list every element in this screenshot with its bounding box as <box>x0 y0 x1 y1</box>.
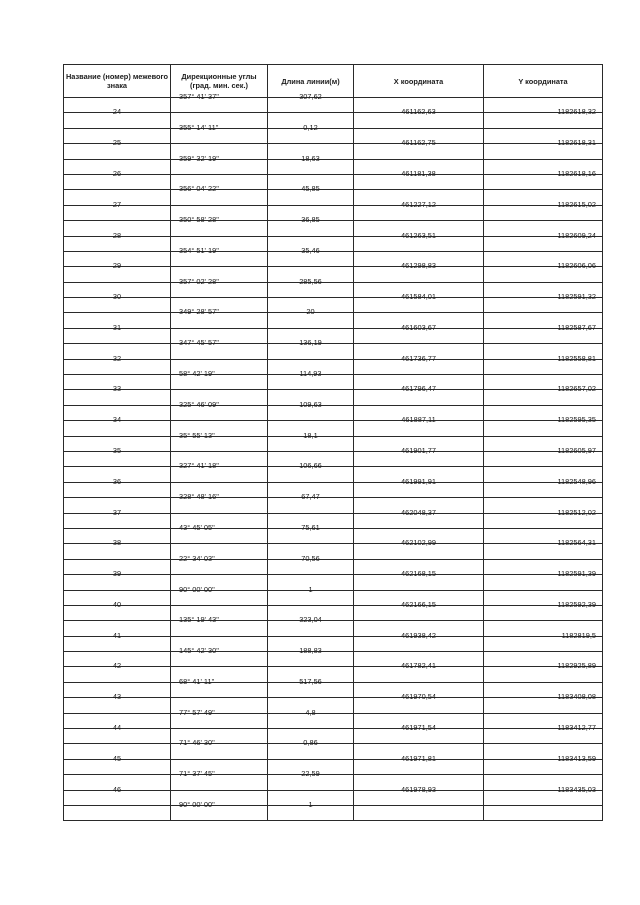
line-length-cell <box>268 646 354 667</box>
x-coordinate-cell <box>354 723 484 744</box>
marker-name-cell <box>64 138 171 159</box>
line-length: 75,61 <box>301 522 320 532</box>
marker-name: 27 <box>112 199 122 209</box>
line-length-cell <box>268 369 354 390</box>
direction-angle-cell <box>171 215 268 236</box>
y-coordinate: 1182548,96 <box>557 476 596 486</box>
y-coordinate-cell <box>484 538 603 559</box>
x-coordinate: 462102,99 <box>401 538 436 548</box>
y-coordinate-cell <box>484 138 603 159</box>
y-coordinate: 1182615,02 <box>557 199 596 209</box>
marker-name-cell <box>64 199 171 220</box>
y-coordinate: 1182587,67 <box>557 322 596 332</box>
line-length-cell <box>268 676 354 697</box>
direction-angle-cell <box>171 430 268 451</box>
direction-angle: 349° 28' 57" <box>179 307 219 317</box>
x-coordinate: 461603,67 <box>401 322 436 332</box>
line-length-cell <box>268 615 354 636</box>
y-coordinate-cell <box>484 630 603 651</box>
x-coordinate: 462166,15 <box>401 599 436 609</box>
direction-angle-cell <box>171 276 268 297</box>
marker-name: 43 <box>112 692 122 702</box>
x-coordinate-cell <box>354 476 484 497</box>
marker-name-cell <box>64 168 171 189</box>
direction-angle: 347° 45' 57" <box>179 338 219 348</box>
y-coordinate: 1182819,5 <box>561 630 596 640</box>
x-coordinate: 461181,38 <box>401 168 436 178</box>
direction-angle: 145° 42' 30" <box>179 646 219 656</box>
marker-name: 32 <box>112 353 122 363</box>
y-coordinate: 1182595,35 <box>557 415 596 425</box>
line-length: 285,56 <box>299 276 322 286</box>
x-coordinate-cell <box>354 538 484 559</box>
x-coordinate: 461938,42 <box>401 630 436 640</box>
marker-name-cell <box>64 353 171 374</box>
x-coordinate-cell <box>354 599 484 620</box>
y-coordinate-cell <box>484 384 603 405</box>
y-coordinate: 1182512,02 <box>557 507 596 517</box>
y-coordinate: 1182558,81 <box>557 353 596 363</box>
x-coordinate-cell <box>354 168 484 189</box>
y-coordinate-cell <box>484 322 603 343</box>
x-coordinate-cell <box>354 322 484 343</box>
marker-name: 39 <box>112 569 122 579</box>
marker-name: 42 <box>112 661 122 671</box>
direction-angle: 354° 51' 19" <box>179 245 219 255</box>
marker-name: 41 <box>112 630 122 640</box>
y-coordinate-cell <box>484 692 603 713</box>
direction-angle: 356° 04' 22" <box>179 184 219 194</box>
y-coordinate: 1182618,31 <box>557 138 596 148</box>
line-length-cell <box>268 245 354 266</box>
y-coordinate-cell <box>484 569 603 590</box>
line-length-cell <box>268 399 354 420</box>
line-length-cell <box>268 276 354 297</box>
direction-angle-cell <box>171 461 268 482</box>
marker-name-cell <box>64 569 171 590</box>
direction-angle: 68° 41' 11" <box>179 676 215 686</box>
y-coordinate: 1182605,97 <box>557 445 596 455</box>
marker-name-cell <box>64 445 171 466</box>
marker-name: 29 <box>112 261 122 271</box>
y-coordinate: 1182609,24 <box>557 230 596 240</box>
y-coordinate-cell <box>484 415 603 436</box>
y-coordinate: 1182591,32 <box>557 292 596 302</box>
header-marker-name: Название (номер) межевого знака <box>64 65 171 98</box>
direction-angle: 357° 02' 28" <box>179 276 219 286</box>
line-length: 20 <box>306 307 315 317</box>
line-length-cell <box>268 184 354 205</box>
line-length-cell <box>268 307 354 328</box>
direction-angle-cell <box>171 584 268 605</box>
marker-name-cell <box>64 538 171 559</box>
marker-name-cell <box>64 384 171 405</box>
marker-name-cell <box>64 261 171 282</box>
line-length-cell <box>268 92 354 113</box>
marker-name: 44 <box>112 723 122 733</box>
y-coordinate-cell <box>484 723 603 744</box>
x-coordinate: 461971,54 <box>401 723 436 733</box>
direction-angle: 90° 00' 00" <box>179 584 215 594</box>
direction-angle-cell <box>171 245 268 266</box>
direction-angle-cell <box>171 738 268 759</box>
y-coordinate: 1182618,16 <box>557 168 596 178</box>
direction-angle: 328° 48' 16" <box>179 492 219 502</box>
header-x-coordinate: X координата <box>354 65 484 98</box>
line-length: 109,63 <box>299 399 322 409</box>
x-coordinate: 461978,93 <box>401 784 436 794</box>
y-coordinate: 1182592,39 <box>557 599 596 609</box>
line-length: 1 <box>308 799 313 809</box>
x-coordinate-cell <box>354 261 484 282</box>
direction-angle: 22° 34' 03" <box>179 553 215 563</box>
y-coordinate-cell <box>484 661 603 682</box>
direction-angle: 325° 46' 09" <box>179 399 219 409</box>
header-line-length: Длина линии(м) <box>268 65 354 98</box>
direction-angle-cell <box>171 615 268 636</box>
direction-angle: 43° 45' 05" <box>179 522 215 532</box>
direction-angle: 135° 19' 43" <box>179 615 219 625</box>
y-coordinate-cell <box>484 292 603 313</box>
line-length: 22,59 <box>301 769 320 779</box>
direction-angle-cell <box>171 522 268 543</box>
y-coordinate: 1182591,39 <box>557 569 596 579</box>
y-coordinate-cell <box>484 353 603 374</box>
marker-name: 38 <box>112 538 122 548</box>
table-row <box>64 805 603 820</box>
line-length-cell <box>268 122 354 143</box>
marker-name: 34 <box>112 415 122 425</box>
x-coordinate-cell <box>354 692 484 713</box>
x-coordinate-cell <box>354 753 484 774</box>
y-coordinate-cell <box>484 507 603 528</box>
direction-angle-cell <box>171 769 268 790</box>
x-coordinate: 461736,77 <box>401 353 436 363</box>
y-coordinate: 1182564,31 <box>557 538 596 548</box>
marker-name-cell <box>64 507 171 528</box>
x-coordinate: 461970,54 <box>401 692 436 702</box>
line-length: 1 <box>308 584 313 594</box>
y-coordinate: 1182606,06 <box>557 261 596 271</box>
line-length: 4,8 <box>305 707 316 717</box>
x-coordinate-cell <box>354 569 484 590</box>
x-coordinate-cell <box>354 107 484 128</box>
x-coordinate-cell <box>354 138 484 159</box>
direction-angle: 71° 46' 30" <box>179 738 215 748</box>
marker-name-cell <box>64 476 171 497</box>
marker-name-cell <box>64 805 171 820</box>
line-length: 45,85 <box>301 184 320 194</box>
x-coordinate: 461796,47 <box>401 384 436 394</box>
direction-angle-cell <box>171 338 268 359</box>
x-coordinate-cell <box>354 384 484 405</box>
y-coordinate-cell <box>484 107 603 128</box>
marker-name-cell <box>64 230 171 251</box>
x-coordinate: 461887,11 <box>401 415 436 425</box>
x-coordinate: 461263,51 <box>401 230 436 240</box>
header-direction-angle: Дирекционные углы (град. мин. сек.) <box>171 65 268 98</box>
direction-angle-cell <box>171 307 268 328</box>
marker-name: 45 <box>112 753 122 763</box>
x-coordinate: 461991,91 <box>401 476 436 486</box>
x-coordinate: 461298,83 <box>401 261 436 271</box>
line-length: 18,1 <box>303 430 318 440</box>
x-coordinate-cell <box>354 661 484 682</box>
x-coordinate-cell <box>354 805 484 820</box>
direction-angle: 77° 57' 49" <box>179 707 215 717</box>
line-length-cell <box>268 215 354 236</box>
y-coordinate-cell <box>484 753 603 774</box>
y-coordinate-cell <box>484 445 603 466</box>
direction-angle-cell <box>171 492 268 513</box>
line-length: 136,19 <box>299 338 322 348</box>
x-coordinate: 462168,15 <box>401 569 436 579</box>
direction-angle-cell <box>171 646 268 667</box>
x-coordinate: 461227,12 <box>401 199 436 209</box>
marker-name-cell <box>64 107 171 128</box>
direction-angle-cell <box>171 184 268 205</box>
direction-angle-cell <box>171 153 268 174</box>
boundary-coordinates-table <box>63 64 603 821</box>
direction-angle: 350° 58' 28" <box>179 215 219 225</box>
marker-name-cell <box>64 322 171 343</box>
marker-name-cell <box>64 723 171 744</box>
line-length: 18,63 <box>301 153 320 163</box>
marker-name: 31 <box>112 322 122 332</box>
direction-angle: 71° 37' 45" <box>179 769 215 779</box>
direction-angle: 359° 32' 19" <box>179 153 219 163</box>
y-coordinate: 1183412,77 <box>557 723 596 733</box>
y-coordinate: 1183408,08 <box>557 692 596 702</box>
direction-angle-cell <box>171 676 268 697</box>
x-coordinate: 461971,81 <box>401 753 436 763</box>
x-coordinate: 461162,63 <box>401 107 436 117</box>
line-length: 307,62 <box>299 92 322 101</box>
y-coordinate: 1182618,32 <box>557 107 596 117</box>
x-coordinate: 461584,01 <box>401 292 436 302</box>
direction-angle-cell <box>171 707 268 728</box>
marker-name-cell <box>64 292 171 313</box>
y-coordinate: 1183413,59 <box>557 753 596 763</box>
line-length-cell <box>268 553 354 574</box>
marker-name-cell <box>64 415 171 436</box>
line-length: 0,12 <box>303 122 318 132</box>
marker-name: 26 <box>112 168 122 178</box>
y-coordinate-cell <box>484 168 603 189</box>
direction-angle-cell <box>171 92 268 113</box>
line-length: 36,85 <box>301 215 320 225</box>
line-length-cell <box>268 153 354 174</box>
marker-name: 46 <box>112 784 122 794</box>
x-coordinate: 461162,75 <box>401 138 436 148</box>
marker-name: 36 <box>112 476 122 486</box>
marker-name: 25 <box>112 138 122 148</box>
y-coordinate-cell <box>484 476 603 497</box>
line-length-cell <box>268 584 354 605</box>
y-coordinate-cell <box>484 784 603 805</box>
line-length: 70,56 <box>301 553 320 563</box>
y-coordinate-cell <box>484 199 603 220</box>
table-body <box>64 92 603 821</box>
direction-angle: 355° 14' 11" <box>179 122 219 132</box>
line-length-cell <box>268 492 354 513</box>
line-length: 188,83 <box>299 646 322 656</box>
x-coordinate-cell <box>354 199 484 220</box>
line-length: 517,56 <box>299 676 322 686</box>
x-coordinate-cell <box>354 445 484 466</box>
x-coordinate-cell <box>354 292 484 313</box>
line-length-cell <box>268 799 354 820</box>
direction-angle-cell <box>171 399 268 420</box>
direction-angle-cell <box>171 369 268 390</box>
x-coordinate-cell <box>354 415 484 436</box>
line-length-cell <box>268 769 354 790</box>
x-coordinate-cell <box>354 784 484 805</box>
y-coordinate: 1182925,89 <box>557 661 596 671</box>
y-coordinate-cell <box>484 261 603 282</box>
y-coordinate: 1183435,03 <box>557 784 596 794</box>
header-y-coordinate: Y координата <box>484 65 603 98</box>
direction-angle: 90° 00' 00" <box>179 799 215 809</box>
direction-angle: 357° 41' 37" <box>179 92 219 101</box>
line-length-cell <box>268 738 354 759</box>
direction-angle: 58° 42' 19" <box>179 369 215 379</box>
x-coordinate-cell <box>354 353 484 374</box>
marker-name-cell <box>64 630 171 651</box>
marker-name: 30 <box>112 292 122 302</box>
line-length-cell <box>268 522 354 543</box>
direction-angle-cell <box>171 553 268 574</box>
y-coordinate-cell <box>484 599 603 620</box>
line-length: 323,04 <box>299 615 322 625</box>
marker-name: 33 <box>112 384 122 394</box>
direction-angle: 35° 55' 13" <box>179 430 215 440</box>
marker-name-cell <box>64 661 171 682</box>
x-coordinate: 462048,37 <box>401 507 436 517</box>
marker-name-cell <box>64 753 171 774</box>
line-length-cell <box>268 461 354 482</box>
marker-name: 28 <box>112 230 122 240</box>
y-coordinate-cell <box>484 805 603 820</box>
line-length: 67,47 <box>301 492 320 502</box>
marker-name-cell <box>64 784 171 805</box>
marker-name: 24 <box>112 107 122 117</box>
line-length-cell <box>268 338 354 359</box>
y-coordinate-cell <box>484 230 603 251</box>
marker-name: 37 <box>112 507 122 517</box>
line-length: 0,86 <box>303 738 318 748</box>
direction-angle-cell <box>171 122 268 143</box>
marker-name: 35 <box>112 445 122 455</box>
x-coordinate-cell <box>354 507 484 528</box>
line-length-cell <box>268 707 354 728</box>
line-length: 106,66 <box>299 461 322 471</box>
direction-angle: 327° 41' 18" <box>179 461 219 471</box>
marker-name: 40 <box>112 599 122 609</box>
line-length: 35,46 <box>301 245 320 255</box>
x-coordinate: 461901,77 <box>401 445 436 455</box>
marker-name-cell <box>64 599 171 620</box>
marker-name-cell <box>64 692 171 713</box>
y-coordinate: 1182657,02 <box>557 384 596 394</box>
line-length: 114,93 <box>299 369 322 379</box>
line-length-cell <box>268 430 354 451</box>
x-coordinate-cell <box>354 230 484 251</box>
x-coordinate: 461782,41 <box>401 661 436 671</box>
direction-angle-cell <box>171 799 268 820</box>
x-coordinate-cell <box>354 630 484 651</box>
